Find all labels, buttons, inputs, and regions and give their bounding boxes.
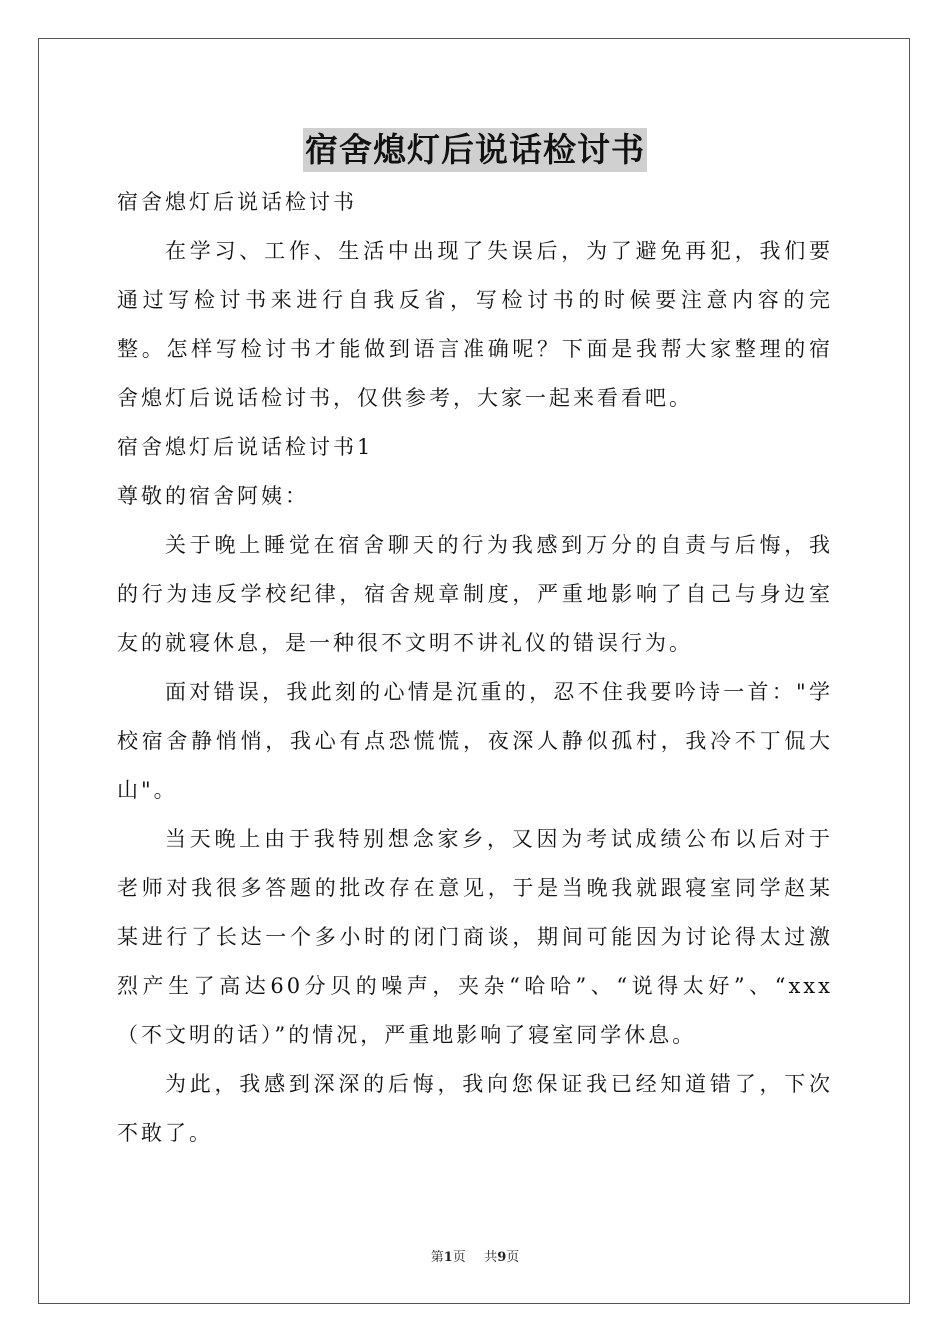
body-paragraph-2: 面对错误，我此刻的心情是沉重的，忍不住我要吟诗一首："学校宿舍静悄悄，我心有点恐慌慌，夜深人静似孤村，我冷不丁侃大山"。	[117, 680, 833, 802]
intro-paragraph: 在学习、工作、生活中出现了失误后，为了避免再犯，我们要通过写检讨书来进行自我反省，写检讨书的时候要注意内容的完整。怎样写检讨书才能做到语言准确呢？下面是我帮大家整理的宿舍熄灯后说话检讨书，仅供参考，大家一起来看看吧。	[117, 239, 833, 410]
body-paragraph-4: 为此，我感到深深的后悔，我向您保证我已经知道错了，下次不敢了。	[117, 1072, 833, 1145]
document-body	[117, 178, 833, 1158]
footer-page-suffix: 页	[452, 1250, 466, 1265]
footer-page-current: 1	[443, 1250, 453, 1265]
subtitle-line: 宿舍熄灯后说话检讨书	[117, 190, 357, 214]
page-footer	[0, 1246, 950, 1265]
section-heading: 宿舍熄灯后说话检讨书1	[117, 435, 374, 459]
salutation: 尊敬的宿舍阿姨：	[117, 484, 309, 508]
body-paragraph-1: 关于晚上睡觉在宿舍聊天的行为我感到万分的自责与后悔，我的行为违反学校纪律，宿舍规章制度，严重地影响了自己与身边室友的就寝休息，是一种很不文明不讲礼仪的错误行为。	[117, 533, 833, 655]
footer-page-total: 9	[497, 1250, 507, 1265]
footer-total-suffix: 页	[506, 1250, 520, 1265]
document-title: 宿舍熄灯后说话检讨书	[303, 128, 647, 172]
body-paragraph-3: 当天晚上由于我特别想念家乡，又因为考试成绩公布以后对于老师对我很多答题的批改存在意见，于是当晚我就跟寝室同学赵某某进行了长达一个多小时的闭门商谈，期间可能因为讨论得太过激烈产生了高达60分贝的噪声，夹杂“哈哈”、“说得太好”、“xxx（不文明的话）”的情况，严重地影响了寝室同学休息。	[117, 827, 833, 1047]
footer-page-prefix: 第	[430, 1250, 444, 1265]
title-container	[0, 128, 950, 172]
footer-total-prefix: 共	[484, 1250, 498, 1265]
